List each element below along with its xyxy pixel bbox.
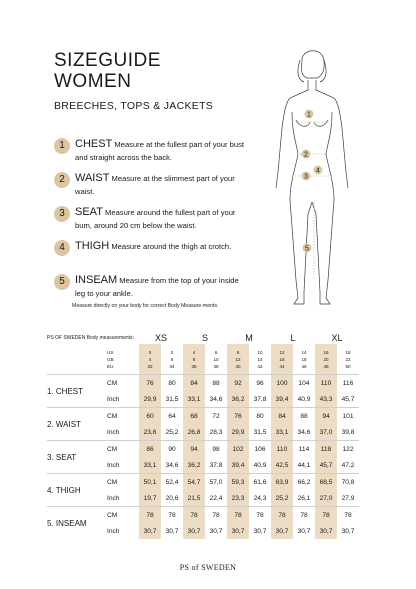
cell-inch: 26,1 <box>297 494 311 502</box>
title-women: WOMEN <box>54 71 132 92</box>
size-code: 18 <box>345 349 351 355</box>
cell-inch: 39,8 <box>341 428 355 436</box>
cell-cm: 98 <box>205 441 227 458</box>
cell-inch: 36,2 <box>183 457 205 474</box>
cell-cm: 50,1 <box>139 474 161 491</box>
measure-name: SEAT <box>75 206 103 218</box>
cell-cm: 70,8 <box>337 474 359 491</box>
size-xs: XS <box>154 333 167 343</box>
cell-cm: 104 <box>293 375 315 392</box>
cell-inch: 19,7 <box>139 490 161 507</box>
cell-inch: 30,7 <box>183 523 205 539</box>
cell-cm: 72 <box>205 408 227 425</box>
cell-inch: 30,7 <box>271 523 293 539</box>
cell-inch: 33,1 <box>139 457 161 474</box>
size-code: 42 <box>257 363 263 369</box>
cell-cm: 59,3 <box>227 474 249 491</box>
cell-inch: 42,5 <box>271 457 293 474</box>
cell-inch: 34,6 <box>209 395 223 403</box>
size-code: 12 <box>235 356 241 362</box>
cell-cm: 78 <box>227 507 249 524</box>
size-code: 2 <box>170 349 174 355</box>
measure-number: 2 <box>54 172 70 188</box>
cell-cm: 78 <box>293 507 315 524</box>
measure-number: 4 <box>54 240 70 256</box>
measure-desc: Measure at the fullest part of your bust and straight across the back. <box>75 140 244 162</box>
size-l: L <box>290 333 296 343</box>
size-code: 36 <box>191 363 197 369</box>
cell-cm: 122 <box>337 441 359 458</box>
table-row <box>47 408 359 425</box>
cell-cm: 110 <box>315 375 337 392</box>
cell-cm: 78 <box>315 507 337 524</box>
cell-inch: 39,4 <box>227 457 249 474</box>
cell-cm: 118 <box>315 441 337 458</box>
size-code: 32 <box>147 363 153 369</box>
cell-inch: 30,7 <box>209 527 223 535</box>
measure-desc: Measure around the thigh at crotch. <box>109 242 232 251</box>
measure-list <box>54 138 244 308</box>
cell-cm: 101 <box>337 408 359 425</box>
cell-inch: 33,1 <box>183 391 205 408</box>
size-table <box>47 332 359 539</box>
cell-inch: 31,5 <box>165 395 179 403</box>
size-code: 40 <box>235 363 241 369</box>
size-code: 14 <box>301 349 307 355</box>
unit-inch: Inch <box>107 461 120 469</box>
brand-logo: PS of SWEDEN <box>179 563 237 572</box>
cell-cm: 78 <box>205 507 227 524</box>
table-row <box>47 441 359 458</box>
cell-inch: 24,3 <box>253 494 267 502</box>
cell-cm: 100 <box>271 375 293 392</box>
measure-name: THIGH <box>75 240 110 252</box>
table-row <box>47 474 359 491</box>
table-row <box>47 507 359 524</box>
cell-inch: 29,9 <box>227 424 249 441</box>
measure-seat <box>54 206 244 232</box>
table-caption: PS OF SWEDEN Body measurements: <box>47 335 134 341</box>
cell-inch: 33,1 <box>271 424 293 441</box>
cell-cm: 78 <box>183 507 205 524</box>
cell-inch: 30,7 <box>227 523 249 539</box>
cell-cm: 114 <box>293 441 315 458</box>
system-us: US <box>107 349 114 355</box>
marker-2: 2 <box>304 151 308 159</box>
cell-inch: 30,7 <box>139 523 161 539</box>
cell-inch: 28,3 <box>209 428 223 436</box>
cell-cm: 116 <box>337 375 359 392</box>
cell-cm: 92 <box>227 375 249 392</box>
cell-inch: 21,5 <box>183 490 205 507</box>
cell-inch: 37,8 <box>253 395 267 403</box>
cell-cm: 102 <box>227 441 249 458</box>
cell-cm: 54,7 <box>183 474 205 491</box>
row-label: 1. CHEST <box>47 375 107 408</box>
unit-cm: CM <box>107 408 139 425</box>
cell-inch: 36,2 <box>227 391 249 408</box>
measure-name: INSEAM <box>75 274 118 286</box>
size-m: M <box>245 333 253 343</box>
unit-cm: CM <box>107 375 139 392</box>
cell-inch: 34,6 <box>297 428 311 436</box>
cell-cm: 88 <box>205 375 227 392</box>
size-code: 38 <box>213 363 219 369</box>
measure-desc: Measure around the fullest part of your bum, around 20 cm below the waist. <box>75 208 236 230</box>
cell-inch: 25,2 <box>271 490 293 507</box>
cell-cm: 63,9 <box>271 474 293 491</box>
unit-cm: CM <box>107 474 139 491</box>
cell-inch: 23,6 <box>139 424 161 441</box>
size-xl: XL <box>331 333 343 343</box>
cell-cm: 80 <box>249 408 271 425</box>
size-code: 0 <box>148 349 152 355</box>
cell-inch: 30,7 <box>315 523 337 539</box>
cell-inch: 43,3 <box>315 391 337 408</box>
marker-5: 5 <box>305 245 309 253</box>
size-code: 4 <box>192 349 196 355</box>
cell-cm: 94 <box>183 441 205 458</box>
cell-cm: 88 <box>293 408 315 425</box>
marker-3: 3 <box>304 173 308 181</box>
cell-cm: 78 <box>271 507 293 524</box>
cell-inch: 30,7 <box>297 527 311 535</box>
cell-inch: 47,2 <box>341 461 355 469</box>
measure-thigh <box>54 240 244 266</box>
row-label: 2. WAIST <box>47 408 107 441</box>
marker-1: 1 <box>307 111 311 119</box>
size-code: 48 <box>323 363 329 369</box>
unit-inch: Inch <box>107 428 120 436</box>
row-label: 3. SEAT <box>47 441 107 474</box>
size-code: 20 <box>323 356 329 362</box>
cell-inch: 40,9 <box>297 395 311 403</box>
size-code: 8 <box>192 356 196 362</box>
measure-note: Measure directly on your body for correct Body Measure-ments. <box>72 303 219 309</box>
table-row <box>47 375 359 392</box>
cell-cm: 84 <box>183 375 205 392</box>
size-code: 44 <box>279 363 285 369</box>
cell-inch: 30,7 <box>165 527 179 535</box>
unit-inch: Inch <box>107 527 120 535</box>
cell-inch: 25,2 <box>165 428 179 436</box>
cell-cm: 60 <box>139 408 161 425</box>
size-code: 10 <box>213 356 219 362</box>
unit-cm: CM <box>107 507 139 524</box>
measure-waist <box>54 172 244 198</box>
cell-cm: 94 <box>315 408 337 425</box>
cell-cm: 52,4 <box>161 474 183 491</box>
cell-inch: 30,7 <box>253 527 267 535</box>
cell-cm: 106 <box>249 441 271 458</box>
size-code: 10 <box>257 349 263 355</box>
size-code: 16 <box>279 356 285 362</box>
cell-inch: 37,0 <box>315 424 337 441</box>
measure-name: WAIST <box>75 172 110 184</box>
cell-inch: 45,7 <box>341 395 355 403</box>
cell-cm: 84 <box>271 408 293 425</box>
cell-inch: 23,3 <box>227 490 249 507</box>
cell-inch: 30,7 <box>341 527 355 535</box>
cell-inch: 39,4 <box>271 391 293 408</box>
cell-inch: 26,8 <box>183 424 205 441</box>
unit-inch: Inch <box>107 395 120 403</box>
cell-cm: 68 <box>183 408 205 425</box>
size-code: 6 <box>170 356 174 362</box>
size-code: 4 <box>148 356 152 362</box>
system-eu: EU <box>107 363 114 369</box>
unit-cm: CM <box>107 441 139 458</box>
measure-desc: Measure from the top of your inside leg to your ankle. <box>75 276 239 298</box>
cell-inch: 37,8 <box>209 461 223 469</box>
cell-inch: 44,1 <box>297 461 311 469</box>
measure-number: 3 <box>54 206 70 222</box>
subtitle: BREECHES, TOPS & JACKETS <box>54 100 214 112</box>
size-code: 34 <box>169 363 175 369</box>
cell-cm: 66,2 <box>293 474 315 491</box>
cell-inch: 20,6 <box>165 494 179 502</box>
measure-number: 1 <box>54 138 70 154</box>
cell-inch: 34,6 <box>165 461 179 469</box>
size-code: 46 <box>301 363 307 369</box>
cell-cm: 96 <box>249 375 271 392</box>
cell-cm: 78 <box>249 507 271 524</box>
cell-inch: 40,9 <box>253 461 267 469</box>
cell-cm: 78 <box>337 507 359 524</box>
measure-desc: Measure at the slimmest part of your waist. <box>75 174 235 196</box>
cell-cm: 57,0 <box>205 474 227 491</box>
cell-inch: 22,4 <box>209 494 223 502</box>
size-code: 8 <box>236 349 240 355</box>
cell-inch: 27,0 <box>315 490 337 507</box>
cell-cm: 76 <box>227 408 249 425</box>
size-code: 22 <box>345 356 351 362</box>
cell-cm: 80 <box>161 375 183 392</box>
size-code: 14 <box>257 356 263 362</box>
size-code: 50 <box>345 363 351 369</box>
marker-4: 4 <box>316 167 320 175</box>
cell-inch: 31,5 <box>253 428 267 436</box>
cell-inch: 45,7 <box>315 457 337 474</box>
cell-cm: 110 <box>271 441 293 458</box>
measure-inseam <box>54 274 244 300</box>
cell-cm: 64 <box>161 408 183 425</box>
system-gb: GB <box>107 356 114 362</box>
cell-cm: 90 <box>161 441 183 458</box>
size-code: 6 <box>214 349 218 355</box>
row-label: 4. THIGH <box>47 474 107 507</box>
cell-cm: 78 <box>139 507 161 524</box>
measure-chest <box>54 138 244 164</box>
cell-inch: 29,9 <box>139 391 161 408</box>
cell-cm: 76 <box>139 375 161 392</box>
title-sizeguide: SIZEGUIDE <box>54 50 161 71</box>
unit-inch: Inch <box>107 494 120 502</box>
cell-cm: 68,5 <box>315 474 337 491</box>
measure-name: CHEST <box>75 138 113 150</box>
size-code: 16 <box>323 349 329 355</box>
measure-number: 5 <box>54 274 70 290</box>
size-code: 12 <box>279 349 285 355</box>
row-label: 5. INSEAM <box>47 507 107 540</box>
cell-cm: 86 <box>139 441 161 458</box>
cell-cm: 78 <box>161 507 183 524</box>
size-code: 18 <box>301 356 307 362</box>
body-figure-illustration <box>262 42 362 314</box>
cell-inch: 27,9 <box>341 494 355 502</box>
cell-cm: 61,6 <box>249 474 271 491</box>
size-s: S <box>201 333 208 343</box>
